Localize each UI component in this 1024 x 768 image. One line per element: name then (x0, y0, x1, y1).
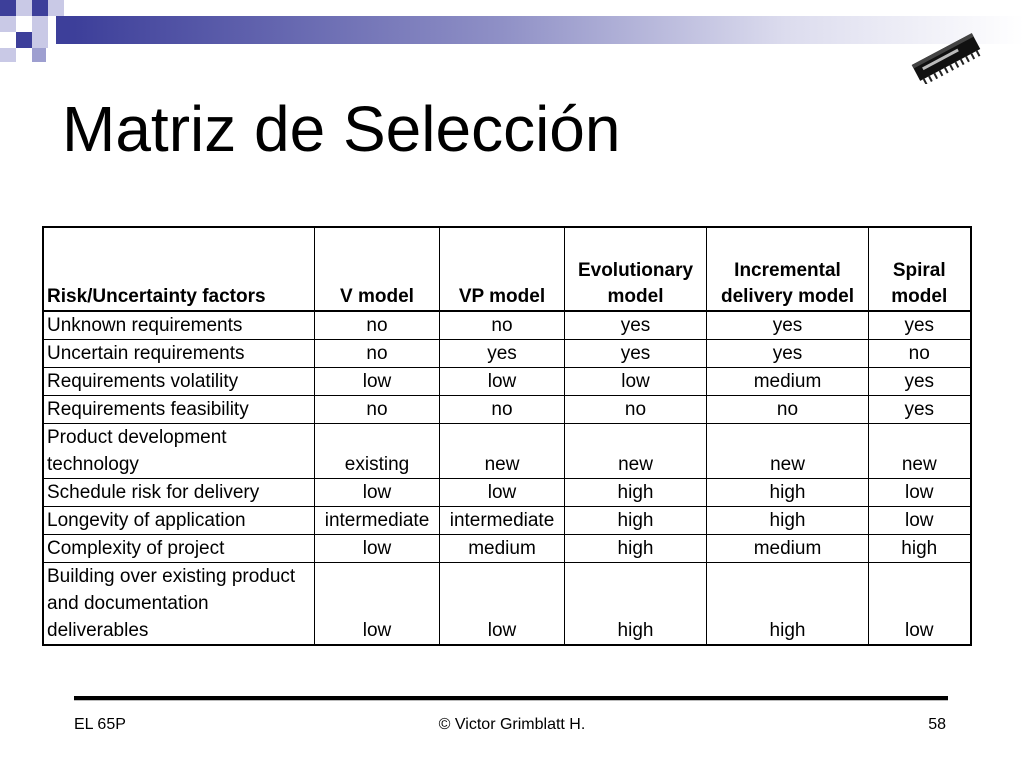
cell-vp-model: yes (440, 340, 565, 368)
cell-vp-model: low (440, 368, 565, 396)
table-row (43, 535, 971, 563)
cell-vp-model: low (440, 563, 565, 646)
cell-spiral: new (869, 424, 971, 479)
header-gradient-bar (74, 16, 1024, 44)
row-factor: Requirements feasibility (43, 396, 315, 424)
cell-spiral: high (869, 535, 971, 563)
cell-vp-model: low (440, 479, 565, 507)
cell-vp-model: no (440, 396, 565, 424)
row-factor: Building over existing product and documentation deliverables (43, 563, 315, 646)
row-factor: Unknown requirements (43, 311, 315, 340)
cell-incremental: medium (707, 535, 869, 563)
cell-vp-model: intermediate (440, 507, 565, 535)
table-row (43, 340, 971, 368)
row-factor: Schedule risk for delivery (43, 479, 315, 507)
cell-evolutionary: high (565, 563, 707, 646)
cell-vp-model: new (440, 424, 565, 479)
header-vp-model: VP model (440, 227, 565, 311)
cell-v-model: low (315, 563, 440, 646)
microchip-icon (906, 30, 986, 84)
cell-evolutionary: high (565, 479, 707, 507)
cell-incremental: high (707, 479, 869, 507)
header-spiral-model: Spiral model (869, 227, 971, 311)
footer-copyright: © Victor Grimblatt H. (438, 716, 586, 733)
row-factor: Complexity of project (43, 535, 315, 563)
cell-incremental: high (707, 507, 869, 535)
cell-evolutionary: new (565, 424, 707, 479)
cell-incremental: yes (707, 340, 869, 368)
table-header-row (43, 227, 971, 311)
cell-spiral: low (869, 507, 971, 535)
row-factor: Uncertain requirements (43, 340, 315, 368)
slide-title: Matriz de Selección (62, 93, 621, 165)
header-v-model: V model (315, 227, 440, 311)
cell-evolutionary: yes (565, 340, 707, 368)
footer-divider-shadow (74, 700, 948, 701)
cell-v-model: no (315, 311, 440, 340)
cell-v-model: no (315, 340, 440, 368)
cell-v-model: intermediate (315, 507, 440, 535)
table-row (43, 368, 971, 396)
cell-incremental: medium (707, 368, 869, 396)
table-row (43, 563, 971, 646)
cell-spiral: yes (869, 396, 971, 424)
cell-vp-model: no (440, 311, 565, 340)
cell-incremental: high (707, 563, 869, 646)
cell-evolutionary: no (565, 396, 707, 424)
header-incremental-delivery-model: Incremental delivery model (707, 227, 869, 311)
table-row (43, 424, 971, 479)
table-row (43, 507, 971, 535)
cell-v-model: no (315, 396, 440, 424)
row-factor: Requirements volatility (43, 368, 315, 396)
table-row (43, 311, 971, 340)
cell-spiral: low (869, 479, 971, 507)
selection-matrix-table (42, 226, 972, 646)
cell-v-model: low (315, 368, 440, 396)
header-evolutionary-model: Evolutionary model (565, 227, 707, 311)
cell-spiral: yes (869, 368, 971, 396)
row-factor: Longevity of application (43, 507, 315, 535)
table-row (43, 396, 971, 424)
cell-spiral: low (869, 563, 971, 646)
cell-incremental: no (707, 396, 869, 424)
footer-course-code: EL 65P (74, 716, 126, 733)
cell-incremental: yes (707, 311, 869, 340)
cell-incremental: new (707, 424, 869, 479)
cell-vp-model: medium (440, 535, 565, 563)
cell-evolutionary: high (565, 507, 707, 535)
cell-v-model: low (315, 535, 440, 563)
slide-number: 58 (928, 716, 946, 733)
table-row (43, 479, 971, 507)
cell-v-model: low (315, 479, 440, 507)
cell-spiral: no (869, 340, 971, 368)
cell-evolutionary: yes (565, 311, 707, 340)
row-factor: Product development technology (43, 424, 315, 479)
cell-v-model: existing (315, 424, 440, 479)
header-risk-factors: Risk/Uncertainty factors (43, 227, 315, 311)
cell-evolutionary: high (565, 535, 707, 563)
cell-evolutionary: low (565, 368, 707, 396)
cell-spiral: yes (869, 311, 971, 340)
